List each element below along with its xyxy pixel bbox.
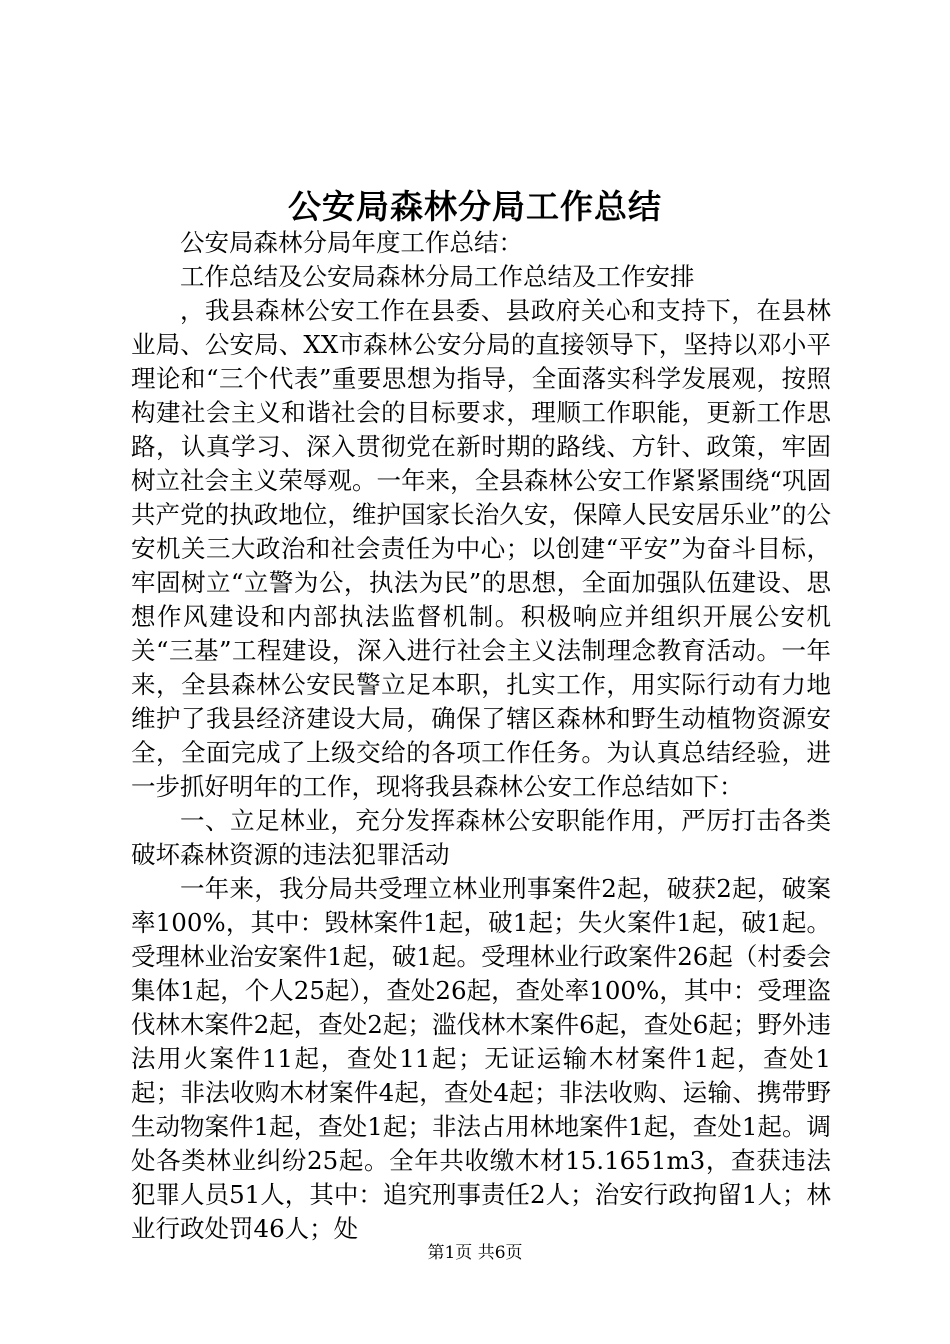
paragraph-intro: ，我县森林公安工作在县委、县政府关心和支持下，在县林业局、公安局、XX市森林公安分局的直接领导下，坚持以邓小平理论和“三个代表”重要思想为指导，全面落实科学发展观，按照构建社会主义和谐社会的目标要求，理顺工作职能，更新工作思路，认真学习、深入贯彻党在新时期的路线、方针、政策，牢固树立社会主义荣辱观。一年来，全县森林公安工作紧紧围绕“巩固共产党的执政地位，维护国家长治久安，保障人民安居乐业”的公安机关三大政治和社会责任为中心；以创建“平安”为奋斗目标，牢固树立“立警为公，执法为民”的思想，全面加强队伍建设、思想作风建设和内部执法监督机制。积极响应并组织开展公安机关“三基”工程建设，深入进行社会主义法制理念教育活动。一年来，全县森林公安民警立足本职，扎实工作，用实际行动有力地维护了我县经济建设大局，确保了辖区森林和野生动植物资源安全，全面完成了上级交给的各项工作任务。为认真总结经验，进一步抓好明年的工作，现将我县森林公安工作总结如下： <box>131 296 831 801</box>
paragraph-case-stats: 一年来，我分局共受理立林业刑事案件2起，破获2起，破案率100%，其中：毁林案件1起，破1起；失火案件1起，破1起。受理林业治安案件1起，破1起。受理林业行政案件26起（村委会集体1起，个人25起），查处26起，查处率100%，其中：受理盗伐林木案件2起，查处2起；滥伐林木案件6起，查处6起；野外违法用火案件11起，查处11起；无证运输木材案件1起，查处1起；非法收购木材案件4起，查处4起；非法收购、运输、携带野生动物案件1起，查处1起；非法占用林地案件1起，查处1起。调处各类林业纠纷25起。全年共收缴木材15.1651m3，查获违法犯罪人员51人，其中：追究刑事责任2人；治安行政拘留1人；林业行政处罚46人；处 <box>131 874 831 1243</box>
paragraph-subtitle: 工作总结及公安局森林分局工作总结及工作安排 <box>180 262 695 291</box>
document-title: 公安局森林分局工作总结 <box>288 187 662 226</box>
paragraph-salutation: 公安局森林分局年度工作总结： <box>180 228 523 257</box>
document-body <box>131 226 831 1246</box>
page-number-footer: 第1页 共6页 <box>427 1243 523 1263</box>
paragraph-section-heading: 一、立足林业，充分发挥森林公安职能作用，严厉打击各类破坏森林资源的违法犯罪活动 <box>131 806 831 869</box>
